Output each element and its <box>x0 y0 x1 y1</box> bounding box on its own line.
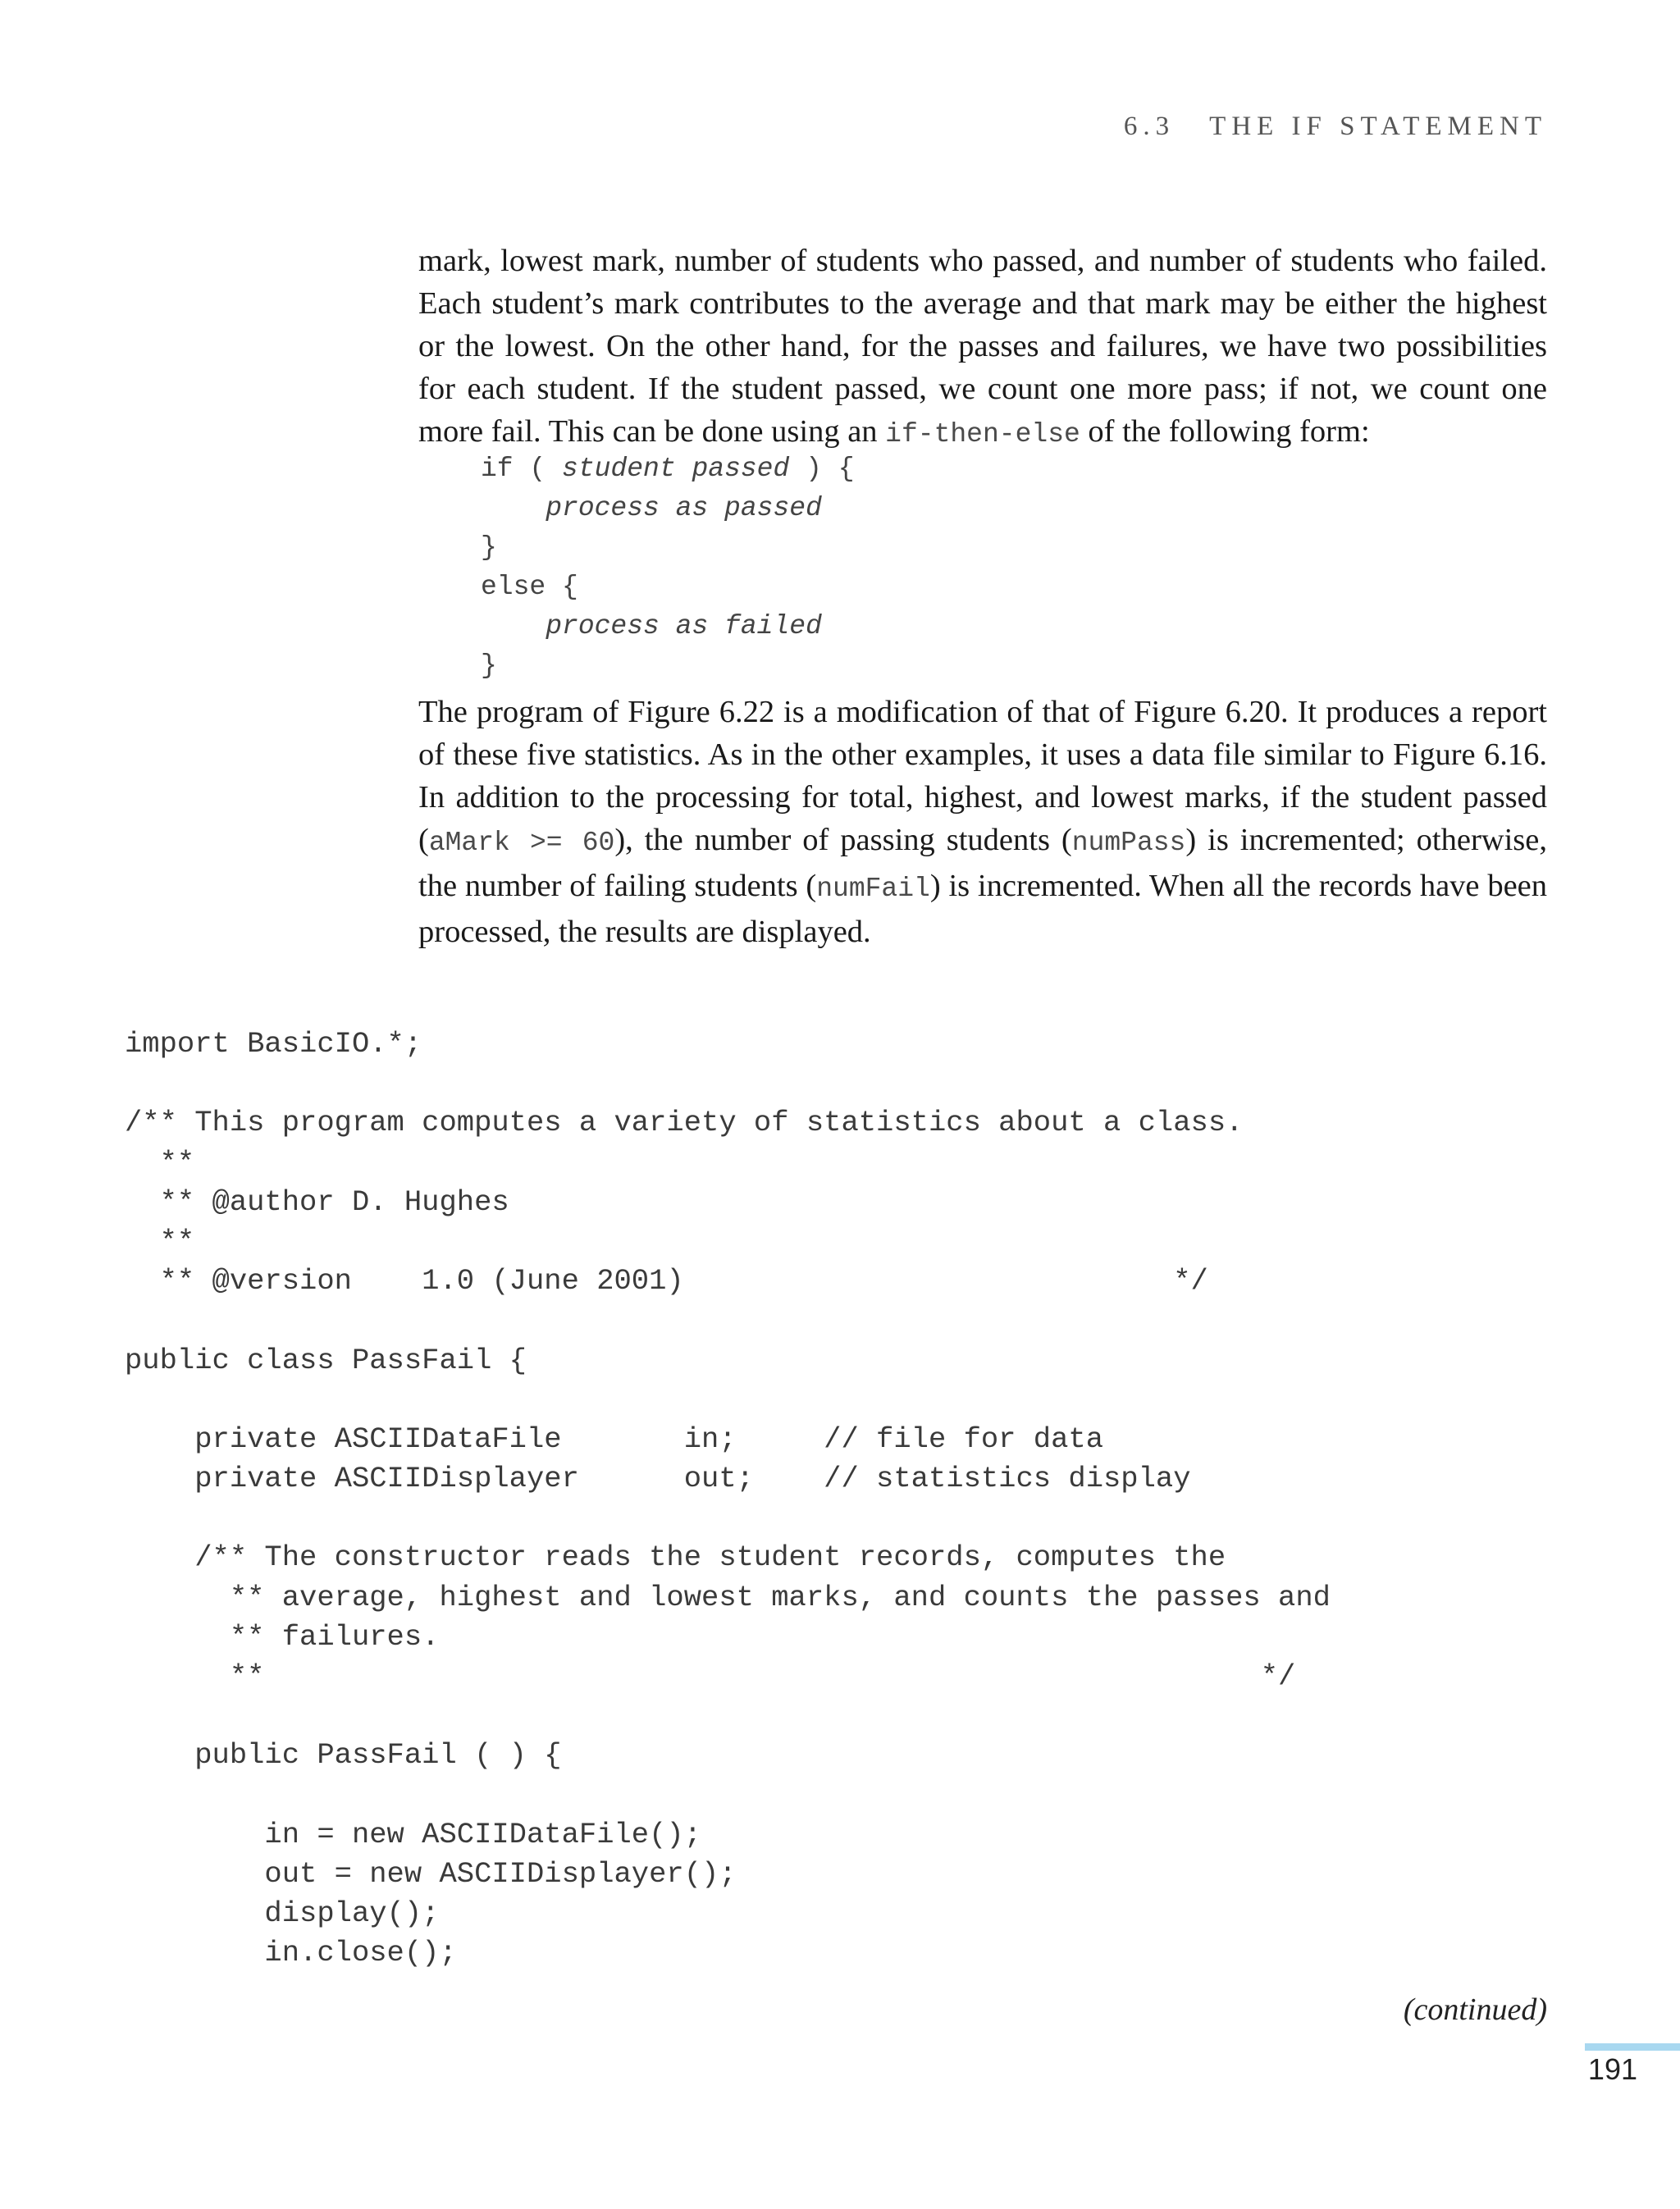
pseudocode-text: if ( <box>481 454 563 484</box>
code-line: out = new ASCIIDisplayer(); <box>125 1856 737 1891</box>
pseudocode-text <box>481 611 546 641</box>
pseudocode-text: } <box>481 650 497 681</box>
code-line: /** This program computes a variety of statistics about a class. <box>125 1106 1244 1140</box>
code-line: ** <box>125 1145 195 1180</box>
paragraph-text: ) is incremented. When all the records have been processed, the results are displayed. <box>418 869 1547 949</box>
code-line: display(); <box>125 1896 440 1931</box>
pseudocode-line <box>481 489 855 528</box>
code-line: ** <box>125 1224 195 1258</box>
paragraph-text: The program of Figure 6.22 is a modification of that of Figure 6.20. It produces a report of these five statistics. As in the other examples, it uses a data file similar to Figure 6.16. In addition to the processing for total, highest, and lowest marks, if the student passed ( <box>418 695 1547 857</box>
pseudocode-placeholder: process as passed <box>546 493 822 523</box>
code-line <box>125 1064 1331 1103</box>
code-line: ** */ <box>125 1659 1296 1693</box>
code-line: /** The constructor reads the student records, computes the <box>125 1540 1226 1575</box>
intro-paragraph <box>418 240 1547 456</box>
code-line <box>125 1776 1331 1815</box>
code-line: import BasicIO.*; <box>125 1027 422 1061</box>
pseudocode-placeholder: student passed <box>562 454 790 484</box>
inline-code: numPass <box>1071 828 1186 858</box>
code-line: ** failures. <box>125 1619 440 1654</box>
inline-code: aMark >= 60 <box>428 828 615 858</box>
code-line: public class PassFail { <box>125 1343 527 1377</box>
pseudocode-text: else { <box>481 572 578 602</box>
pseudocode-placeholder: process as failed <box>546 611 822 641</box>
pseudocode-text <box>481 493 546 523</box>
section-number: 6.3 <box>1123 112 1176 141</box>
pseudocode-line <box>481 450 855 489</box>
explanation-paragraph <box>418 691 1547 953</box>
running-head <box>1124 112 1547 142</box>
continued-label: (continued) <box>1403 1992 1547 2027</box>
pseudocode-line <box>481 646 855 686</box>
code-line: public PassFail ( ) { <box>125 1738 562 1773</box>
section-title: THE IF STATEMENT <box>1209 112 1547 141</box>
code-listing <box>125 1025 1331 1974</box>
pseudocode-block <box>481 450 855 686</box>
paragraph-text: ), the number of passing students ( <box>614 823 1072 857</box>
paragraph-text: ) is incremented; otherwise, the number of failing students ( <box>418 823 1547 903</box>
code-line <box>125 1381 1331 1420</box>
code-line <box>125 1301 1331 1340</box>
code-line: ** @version 1.0 (June 2001) */ <box>125 1264 1208 1298</box>
pseudocode-text: ) { <box>789 454 855 484</box>
paragraph-text: mark, lowest mark, number of students who passed, and number of students who failed. Each student’s mark contributes to the average and that mark may be either the highest or the lowest. On the other hand, for the passes and failures, we have two possibilities for each student. If the student passed, we count one more pass; if not, we count one more fail. This can be done using an <box>418 244 1547 449</box>
page-number: 191 <box>1587 2052 1637 2086</box>
pseudocode-text: } <box>481 532 497 563</box>
pseudocode-line <box>481 607 855 646</box>
code-line: ** average, highest and lowest marks, and counts the passes and <box>125 1580 1331 1614</box>
code-line: private ASCIIDisplayer out; // statistics display <box>125 1462 1191 1496</box>
code-line <box>125 1696 1331 1736</box>
inline-code: if-then-else <box>885 419 1080 450</box>
page-number-rule <box>1585 2043 1680 2051</box>
pseudocode-line <box>481 528 855 568</box>
code-line: private ASCIIDataFile in; // file for data <box>125 1422 1103 1456</box>
code-line <box>125 1499 1331 1538</box>
code-line: in = new ASCIIDataFile(); <box>125 1817 702 1851</box>
paragraph-text: of the following form: <box>1080 414 1370 449</box>
code-line: ** @author D. Hughes <box>125 1184 509 1219</box>
inline-code: numFail <box>816 874 930 904</box>
code-line: in.close(); <box>125 1936 457 1970</box>
pseudocode-line <box>481 568 855 607</box>
